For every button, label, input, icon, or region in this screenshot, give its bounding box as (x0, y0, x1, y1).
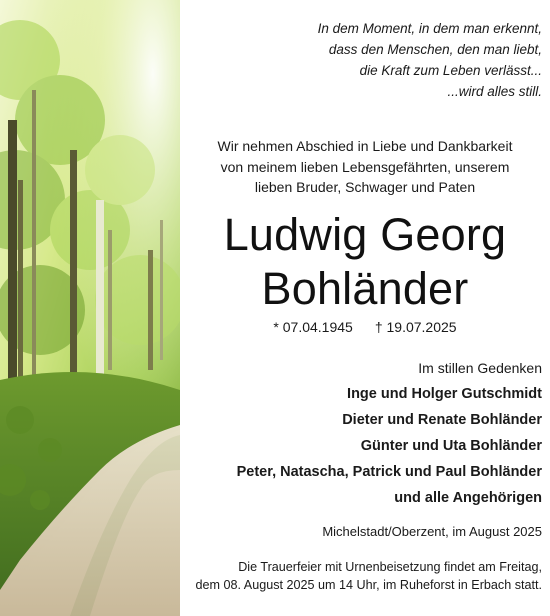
place-and-date: Michelstadt/Oberzent, im August 2025 (322, 524, 542, 539)
intro-line: von meinem lieben Lebensgefährten, unserem (220, 158, 510, 175)
life-dates (180, 318, 550, 336)
poem-line: die Kraft zum Leben verlässt... (359, 63, 542, 78)
intro-line: Wir nehmen Abschied in Liebe und Dankbarkeit (217, 138, 513, 154)
mourner-name: und alle Angehörigen (394, 490, 542, 506)
poem-line: In dem Moment, in dem man erkennt, (317, 21, 542, 36)
poem-line: dass den Menschen, den man liebt, (328, 42, 542, 57)
birth-date: * 07.04.1945 (273, 319, 353, 335)
mourner-name: Günter und Uta Bohländer (360, 438, 542, 454)
mourners (237, 355, 542, 511)
deceased-first-names: Ludwig Georg (223, 209, 507, 260)
mourners-lead: Im stillen Gedenken (418, 360, 542, 376)
forest-path-illustration (0, 0, 180, 616)
forest-path-photo (0, 0, 180, 616)
mourner-name: Peter, Natascha, Patrick und Paul Bohländer (236, 464, 542, 480)
funeral-line: dem 08. August 2025 um 14 Uhr, im Ruheforst in Erbach statt. (195, 578, 542, 592)
intro-line: lieben Bruder, Schwager und Paten (254, 179, 476, 195)
farewell-intro (180, 136, 550, 198)
poem-line: ...wird alles still. (447, 84, 542, 99)
mourner-name: Inge und Holger Gutschmidt (347, 386, 542, 402)
poem (318, 18, 542, 102)
death-date: † 19.07.2025 (374, 319, 457, 335)
funeral-line: Die Trauerfeier mit Urnenbeisetzung findet am Freitag, (238, 560, 542, 574)
deceased-surname: Bohländer (261, 263, 469, 314)
funeral-info (195, 558, 542, 594)
deceased-name (180, 208, 550, 316)
text-column (180, 0, 550, 616)
mourner-name: Dieter und Renate Bohländer (342, 412, 542, 428)
